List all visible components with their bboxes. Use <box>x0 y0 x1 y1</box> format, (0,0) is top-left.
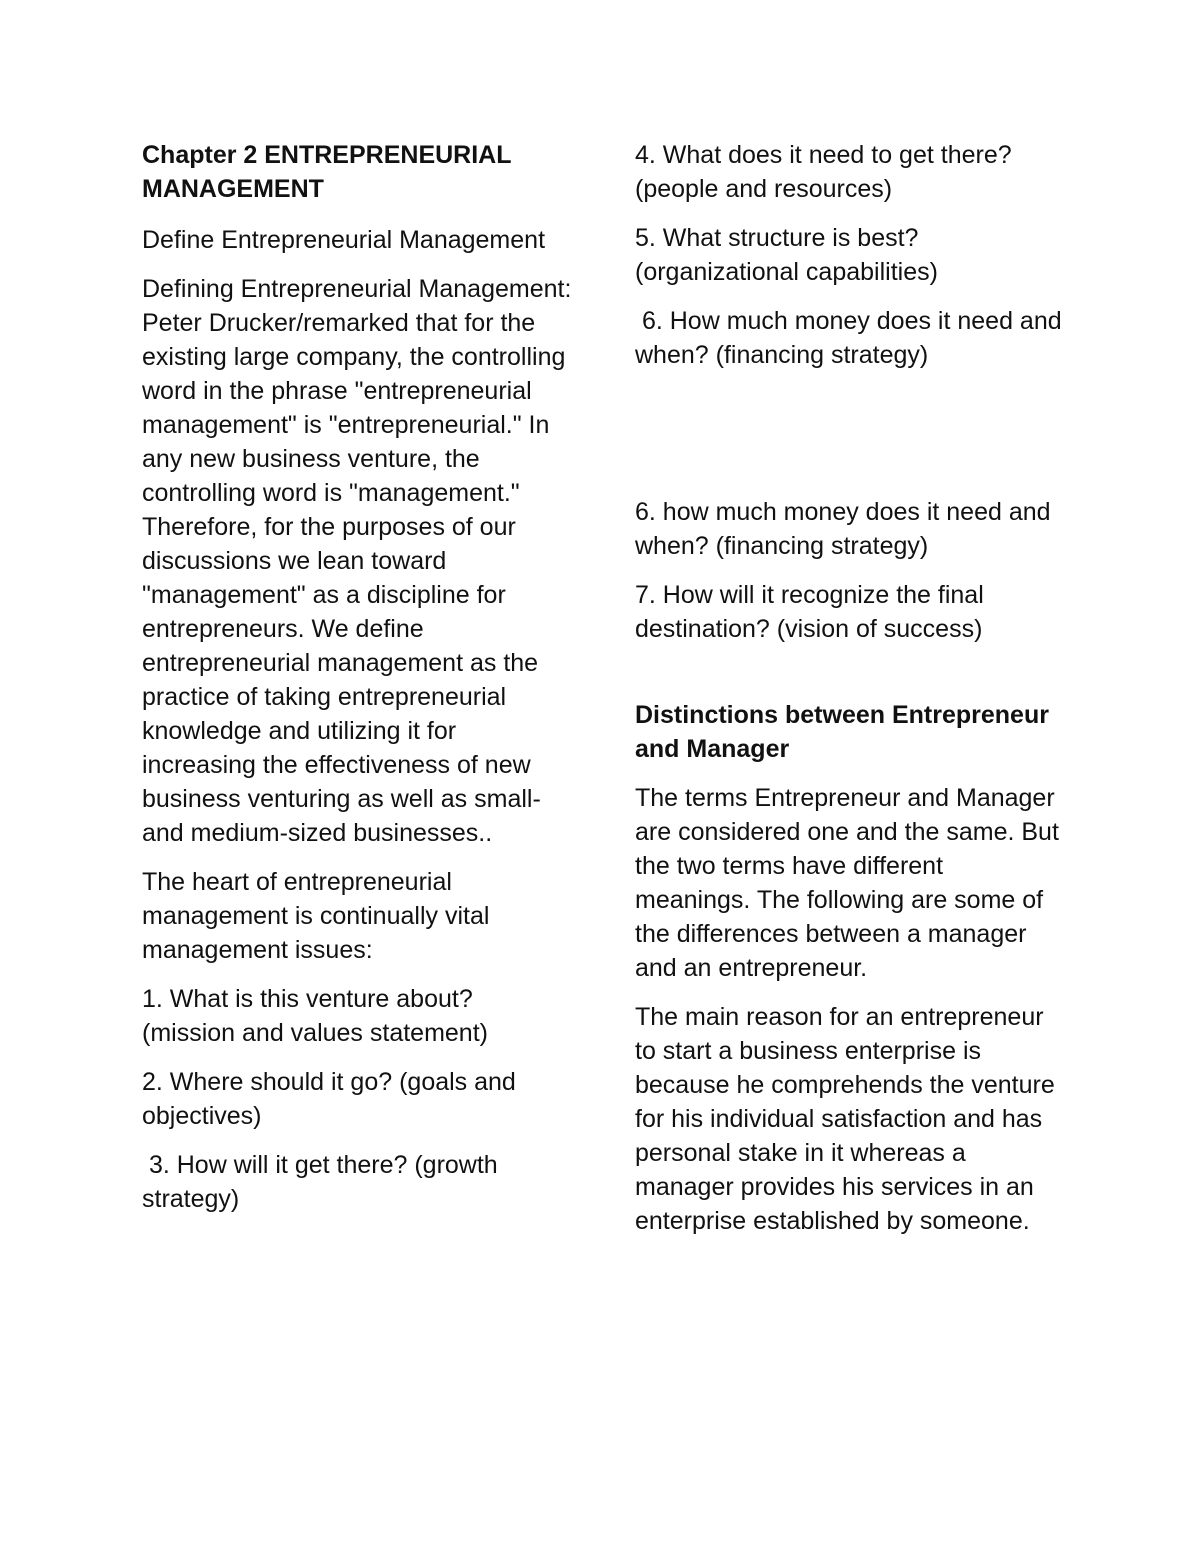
issue-item-2: 2. Where should it go? (goals and objectives) <box>142 1068 523 1130</box>
distinctions-paragraph-2: The main reason for an entrepreneur to start a business enterprise is because he comprehends the venture for his individual satisfaction and has personal stake in it whereas a manager provides his services in an enterprise established by someone. <box>635 1003 1062 1235</box>
issue-item-4: 4. What does it need to get there? (people and resources) <box>635 141 1019 203</box>
issue-item-3: 3. How will it get there? (growth strategy) <box>142 1151 505 1213</box>
distinctions-heading: Distinctions between Entrepreneur and Manager <box>635 701 1049 763</box>
blank-gap-small <box>635 661 1065 698</box>
issue-item-6b: 6. how much money does it need and when? (financing strategy) <box>635 498 1058 560</box>
definition-paragraph: Defining Entrepreneurial Management: Peter Drucker/remarked that for the existing large company, the controlling word in the phrase "entrepreneurial management" is "entrepreneurial." In any new business venture, the controlling word is "management." Therefore, for the purposes of our discussions we lean toward "management" as a discipline for entrepreneurs. We define entrepreneurial management as the practice of taking entrepreneurial knowledge and utilizing it for increasing the effectiveness of new business venturing as well as small- and medium-sized businesses.. <box>142 275 579 847</box>
right-column <box>635 138 1069 1253</box>
left-column <box>142 138 579 1231</box>
blank-gap <box>635 387 1065 495</box>
issue-item-6a: 6. How much money does it need and when? (financing strategy) <box>635 307 1069 369</box>
issue-item-5: 5. What structure is best? (organizational capabilities) <box>635 224 938 286</box>
heart-intro-paragraph: The heart of entrepreneurial management is continually vital management issues: <box>142 868 497 964</box>
issue-item-7: 7. How will it recognize the final destination? (vision of success) <box>635 581 991 643</box>
issue-item-1: 1. What is this venture about? (mission and values statement) <box>142 985 488 1047</box>
chapter-heading: Chapter 2 ENTREPRENEURIAL MANAGEMENT <box>142 141 512 203</box>
distinctions-paragraph-1: The terms Entrepreneur and Manager are considered one and the same. But the two terms have different meanings. The following are some of the differences between a manager and an entrepreneur. <box>635 784 1066 982</box>
define-prompt: Define Entrepreneurial Management <box>142 226 546 254</box>
